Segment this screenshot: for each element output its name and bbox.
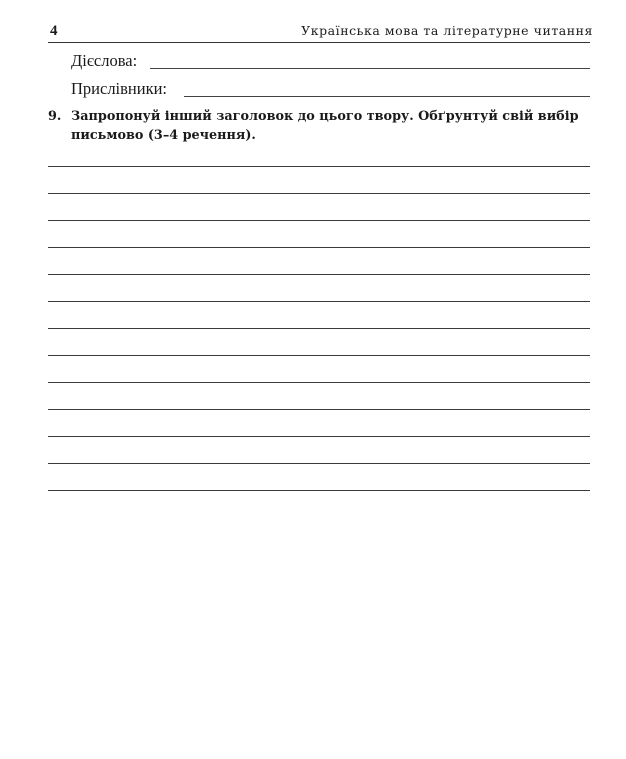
page-number: 4: [50, 23, 58, 39]
answer-line[interactable]: [48, 463, 590, 490]
task-text: Запропонуй інший заголовок до цього твору. Обґрунтуй свій вибір письмово (3–4 речення).: [71, 109, 579, 143]
answer-line[interactable]: [48, 490, 590, 517]
answer-line[interactable]: [48, 193, 590, 220]
adverbs-label: Прислівники:: [71, 79, 168, 98]
answer-line[interactable]: [48, 220, 590, 247]
answer-line[interactable]: [48, 409, 590, 436]
adverbs-field: [71, 79, 590, 99]
verbs-label: Дієслова:: [71, 51, 138, 70]
answer-line[interactable]: [48, 436, 590, 463]
answer-line[interactable]: [48, 301, 590, 328]
page-header: [48, 22, 593, 43]
answer-line[interactable]: [48, 247, 590, 274]
answer-line[interactable]: [48, 382, 590, 409]
answer-lines: [48, 166, 590, 517]
answer-line[interactable]: [48, 355, 590, 382]
adverbs-answer-line[interactable]: [184, 96, 590, 97]
verbs-field: [71, 51, 590, 71]
answer-line[interactable]: [48, 274, 590, 301]
verbs-answer-line[interactable]: [150, 68, 590, 69]
answer-line[interactable]: [48, 328, 590, 355]
running-title: Українська мова та літературне читання: [301, 23, 593, 38]
task-number: 9.: [48, 109, 62, 124]
answer-line[interactable]: [48, 166, 590, 193]
